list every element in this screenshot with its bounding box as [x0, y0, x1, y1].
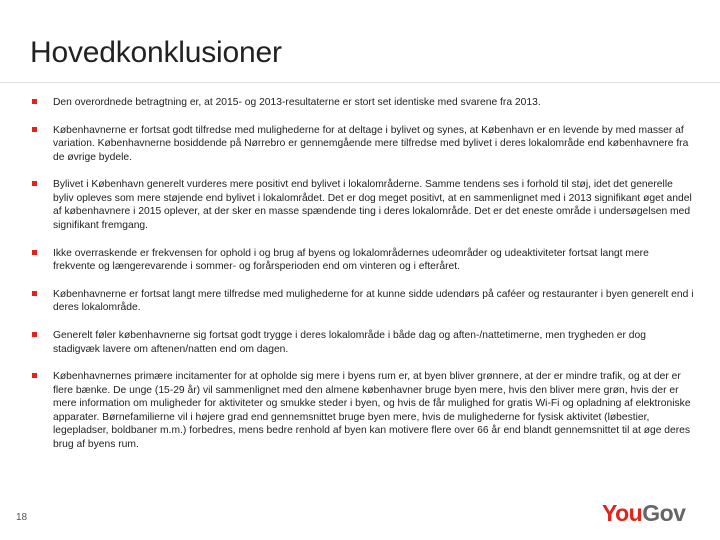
bullet-item	[32, 124, 694, 165]
page-number: 18	[16, 512, 28, 523]
bullet-item	[32, 329, 694, 356]
yougov-logo	[602, 502, 685, 525]
bullet-text: Bylivet i København generelt vurderes mere positivt end bylivet i lokalområderne. Samme tendens ses i forhold til støj, idet det generelle byliv opleves som mere støjende end bylivet i lokalområdet. Det er dog meget positivt, at en sammenlignet med i 2013 signifikant øget andel af københavnere i 2015 oplever, at der sker en masse spændende ting i deres lokalområde. Det er det eneste område i undersøgelsen med signifikant fremgang.	[53, 179, 692, 232]
square-bullet-icon	[32, 99, 37, 104]
bullet-item	[32, 288, 694, 315]
square-bullet-icon	[32, 332, 37, 337]
bullet-item	[32, 247, 694, 274]
bullet-item	[32, 178, 694, 232]
logo-gov-text: Gov	[642, 500, 686, 526]
bullet-list	[32, 96, 694, 452]
square-bullet-icon	[32, 373, 37, 378]
slide-title: Hovedkonklusioner	[30, 36, 282, 69]
title-divider	[0, 82, 720, 83]
bullet-text: Københavnerne er fortsat godt tilfredse med mulighederne for at deltage i bylivet og synes, at København er en levende by med masser af variation. Københavnerne bosiddende på Nørrebro er gennemgående mere tilfredse med bylivet i deres lokalområde end københavnere fra de øvrige bydele.	[53, 124, 689, 163]
bullet-text: Ikke overraskende er frekvensen for ophold i og brug af byens og lokalområdernes udeområder og udeaktiviteter fortsat langt mere frekvente og længerevarende i sommer- og forårsperioden end om vinteren og i efteråret.	[53, 247, 649, 273]
bullet-text: Generelt føler københavnerne sig fortsat godt trygge i deres lokalområde i både dag og aften-/nattetimerne, men trygheden er dog stadigvæk lavere om aftenen/natten end om dagen.	[53, 329, 646, 355]
bullet-item	[32, 370, 694, 451]
bullet-item	[32, 96, 694, 110]
square-bullet-icon	[32, 181, 37, 186]
bullet-text: Den overordnede betragtning er, at 2015- og 2013-resultaterne er stort set identiske med svarene fra 2013.	[53, 97, 541, 108]
bullet-text: Københavnerne er fortsat langt mere tilfredse med mulighederne for at kunne sidde udendørs på caféer og restauranter i byen generelt end i deres lokalområde.	[53, 288, 694, 314]
square-bullet-icon	[32, 250, 37, 255]
bullet-text: Københavnernes primære incitamenter for at opholde sig mere i byens rum er, at byen bliver grønnere, at der er mindre trafik, og at der er flere bænke. De unge (15-29 år) vil sammenlignet med den almene københavner bruge byen mere, hvis den bliver mere grøn, hvis der er mere information om muligheder for aktiviteter og smukke steder i byen, og hvis de får mulighed for gratis Wi-Fi og opladning af elektroniske apparater. Børnefamilierne vil i højere grad end gennemsnittet bruge byen mere, hvis de mulighederne for fysisk aktivitet (løbestier, legepladser, boldbaner m.m.) forbedres, mens bedre renhold af byen kan motivere flere over 66 år end blandt gennemsnittet til at øge deres brug af byens rum.	[53, 371, 691, 450]
square-bullet-icon	[32, 127, 37, 132]
square-bullet-icon	[32, 291, 37, 296]
logo-you-text: You	[602, 500, 643, 526]
